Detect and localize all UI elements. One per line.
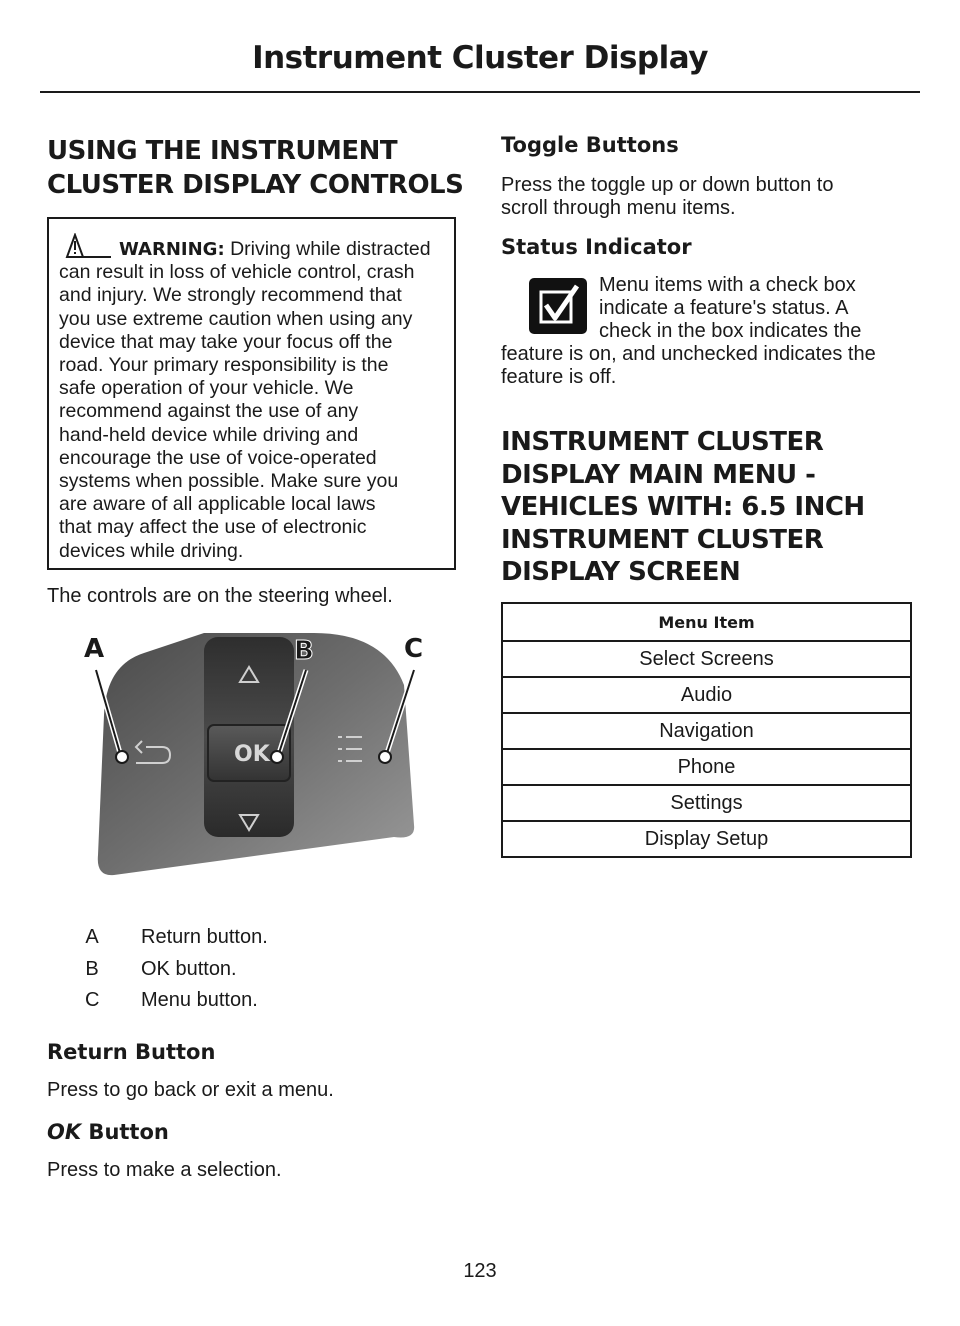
warning-line: are aware of all applicable local laws bbox=[59, 493, 376, 516]
ok-button-label: OK bbox=[234, 742, 270, 767]
ok-button-text: Press to make a selection. bbox=[47, 1159, 282, 1181]
header-divider bbox=[40, 91, 920, 93]
callout-label-b: B bbox=[294, 636, 314, 666]
legend-key: C bbox=[85, 989, 100, 1011]
table-cell: Navigation bbox=[502, 713, 911, 749]
table-cell: Settings bbox=[502, 785, 911, 821]
main-menu-title-line: DISPLAY MAIN MENU - bbox=[501, 459, 816, 490]
status-text-line: indicate a feature's status. A bbox=[599, 297, 849, 319]
legend-value: Return button. bbox=[141, 926, 268, 948]
warning-line: that may affect the use of electronic bbox=[59, 516, 367, 539]
legend-value: OK button. bbox=[141, 958, 237, 980]
warning-triangle-icon bbox=[65, 233, 113, 259]
checkbox-checked-icon bbox=[529, 278, 587, 334]
callout-dot-a bbox=[116, 751, 128, 763]
warning-text bbox=[59, 233, 449, 563]
table-row bbox=[502, 749, 911, 785]
legend-key: B bbox=[85, 958, 99, 980]
table-cell: Audio bbox=[502, 677, 911, 713]
menu-item-table bbox=[501, 602, 912, 858]
section-title bbox=[47, 134, 463, 202]
warning-line: recommend against the use of any bbox=[59, 400, 359, 423]
callout-dot-b bbox=[271, 751, 283, 763]
toggle-text-line: scroll through menu items. bbox=[501, 197, 736, 219]
ok-button-title bbox=[47, 1120, 169, 1144]
return-button-title: Return Button bbox=[47, 1040, 216, 1064]
warning-line: can result in loss of vehicle control, crash bbox=[59, 261, 415, 284]
status-indicator-title: Status Indicator bbox=[501, 235, 692, 259]
warning-first-line bbox=[59, 233, 449, 261]
main-menu-title-line: VEHICLES WITH: 6.5 INCH bbox=[501, 492, 865, 522]
warning-line: road. Your primary responsibility is the bbox=[59, 354, 389, 377]
warning-line: systems when possible. Make sure you bbox=[59, 470, 399, 493]
table-cell: Phone bbox=[502, 749, 911, 785]
legend-value: Menu button. bbox=[141, 989, 258, 1011]
table-header-row bbox=[502, 603, 911, 641]
status-text-line: feature is on, and unchecked indicates the bbox=[501, 343, 876, 365]
status-text-bottom bbox=[501, 343, 876, 389]
warning-box bbox=[47, 217, 456, 570]
warning-line: safe operation of your vehicle. We bbox=[59, 377, 354, 400]
table-row bbox=[502, 821, 911, 857]
table-row bbox=[502, 785, 911, 821]
status-text-line: feature is off. bbox=[501, 366, 617, 388]
controls-text: The controls are on the steering wheel. bbox=[47, 585, 393, 607]
steering-wheel-controls-figure bbox=[84, 625, 434, 885]
main-menu-title-line: INSTRUMENT CLUSTER bbox=[501, 427, 824, 457]
page-number: 123 bbox=[463, 1260, 497, 1282]
callout-label-a: A bbox=[84, 634, 105, 664]
table-row bbox=[502, 641, 911, 677]
main-menu-title-line: DISPLAY SCREEN bbox=[501, 557, 741, 587]
table-header-cell: Menu Item bbox=[502, 603, 911, 641]
callout-label-c: C bbox=[404, 634, 424, 664]
warning-line: hand-held device while driving and bbox=[59, 423, 359, 446]
table-row bbox=[502, 713, 911, 749]
table-cell: Select Screens bbox=[502, 641, 911, 677]
table-row bbox=[502, 677, 911, 713]
status-text-line: Menu items with a check box bbox=[599, 274, 856, 296]
page-title: Instrument Cluster Display bbox=[252, 40, 708, 76]
table-cell: Display Setup bbox=[502, 821, 911, 857]
legend-key: A bbox=[85, 926, 99, 948]
main-menu-title-line: INSTRUMENT CLUSTER bbox=[501, 524, 824, 555]
warning-line: you use extreme caution when using any bbox=[59, 307, 413, 330]
ok-title-rest: Button bbox=[81, 1120, 169, 1144]
warning-line: Driving while distracted bbox=[230, 238, 431, 260]
return-button-text: Press to go back or exit a menu. bbox=[47, 1079, 334, 1101]
toggle-buttons-text bbox=[501, 174, 833, 220]
warning-line: device that may take your focus off the bbox=[59, 330, 393, 353]
status-text-line: check in the box indicates the bbox=[599, 320, 862, 342]
ok-title-italic: OK bbox=[47, 1120, 82, 1144]
warning-label: WARNING: bbox=[119, 239, 225, 260]
warning-line: and injury. We strongly recommend that bbox=[59, 284, 402, 307]
section-title-line: CLUSTER DISPLAY CONTROLS bbox=[47, 170, 464, 200]
callout-dot-c bbox=[379, 751, 391, 763]
toggle-text-line: Press the toggle up or down button to bbox=[501, 174, 834, 196]
toggle-buttons-title: Toggle Buttons bbox=[501, 133, 679, 157]
main-menu-title bbox=[501, 426, 865, 589]
warning-line: devices while driving. bbox=[59, 539, 244, 562]
section-title-line: USING THE INSTRUMENT bbox=[47, 136, 398, 166]
warning-line: encourage the use of voice-operated bbox=[59, 446, 377, 469]
status-text-top bbox=[599, 274, 861, 343]
